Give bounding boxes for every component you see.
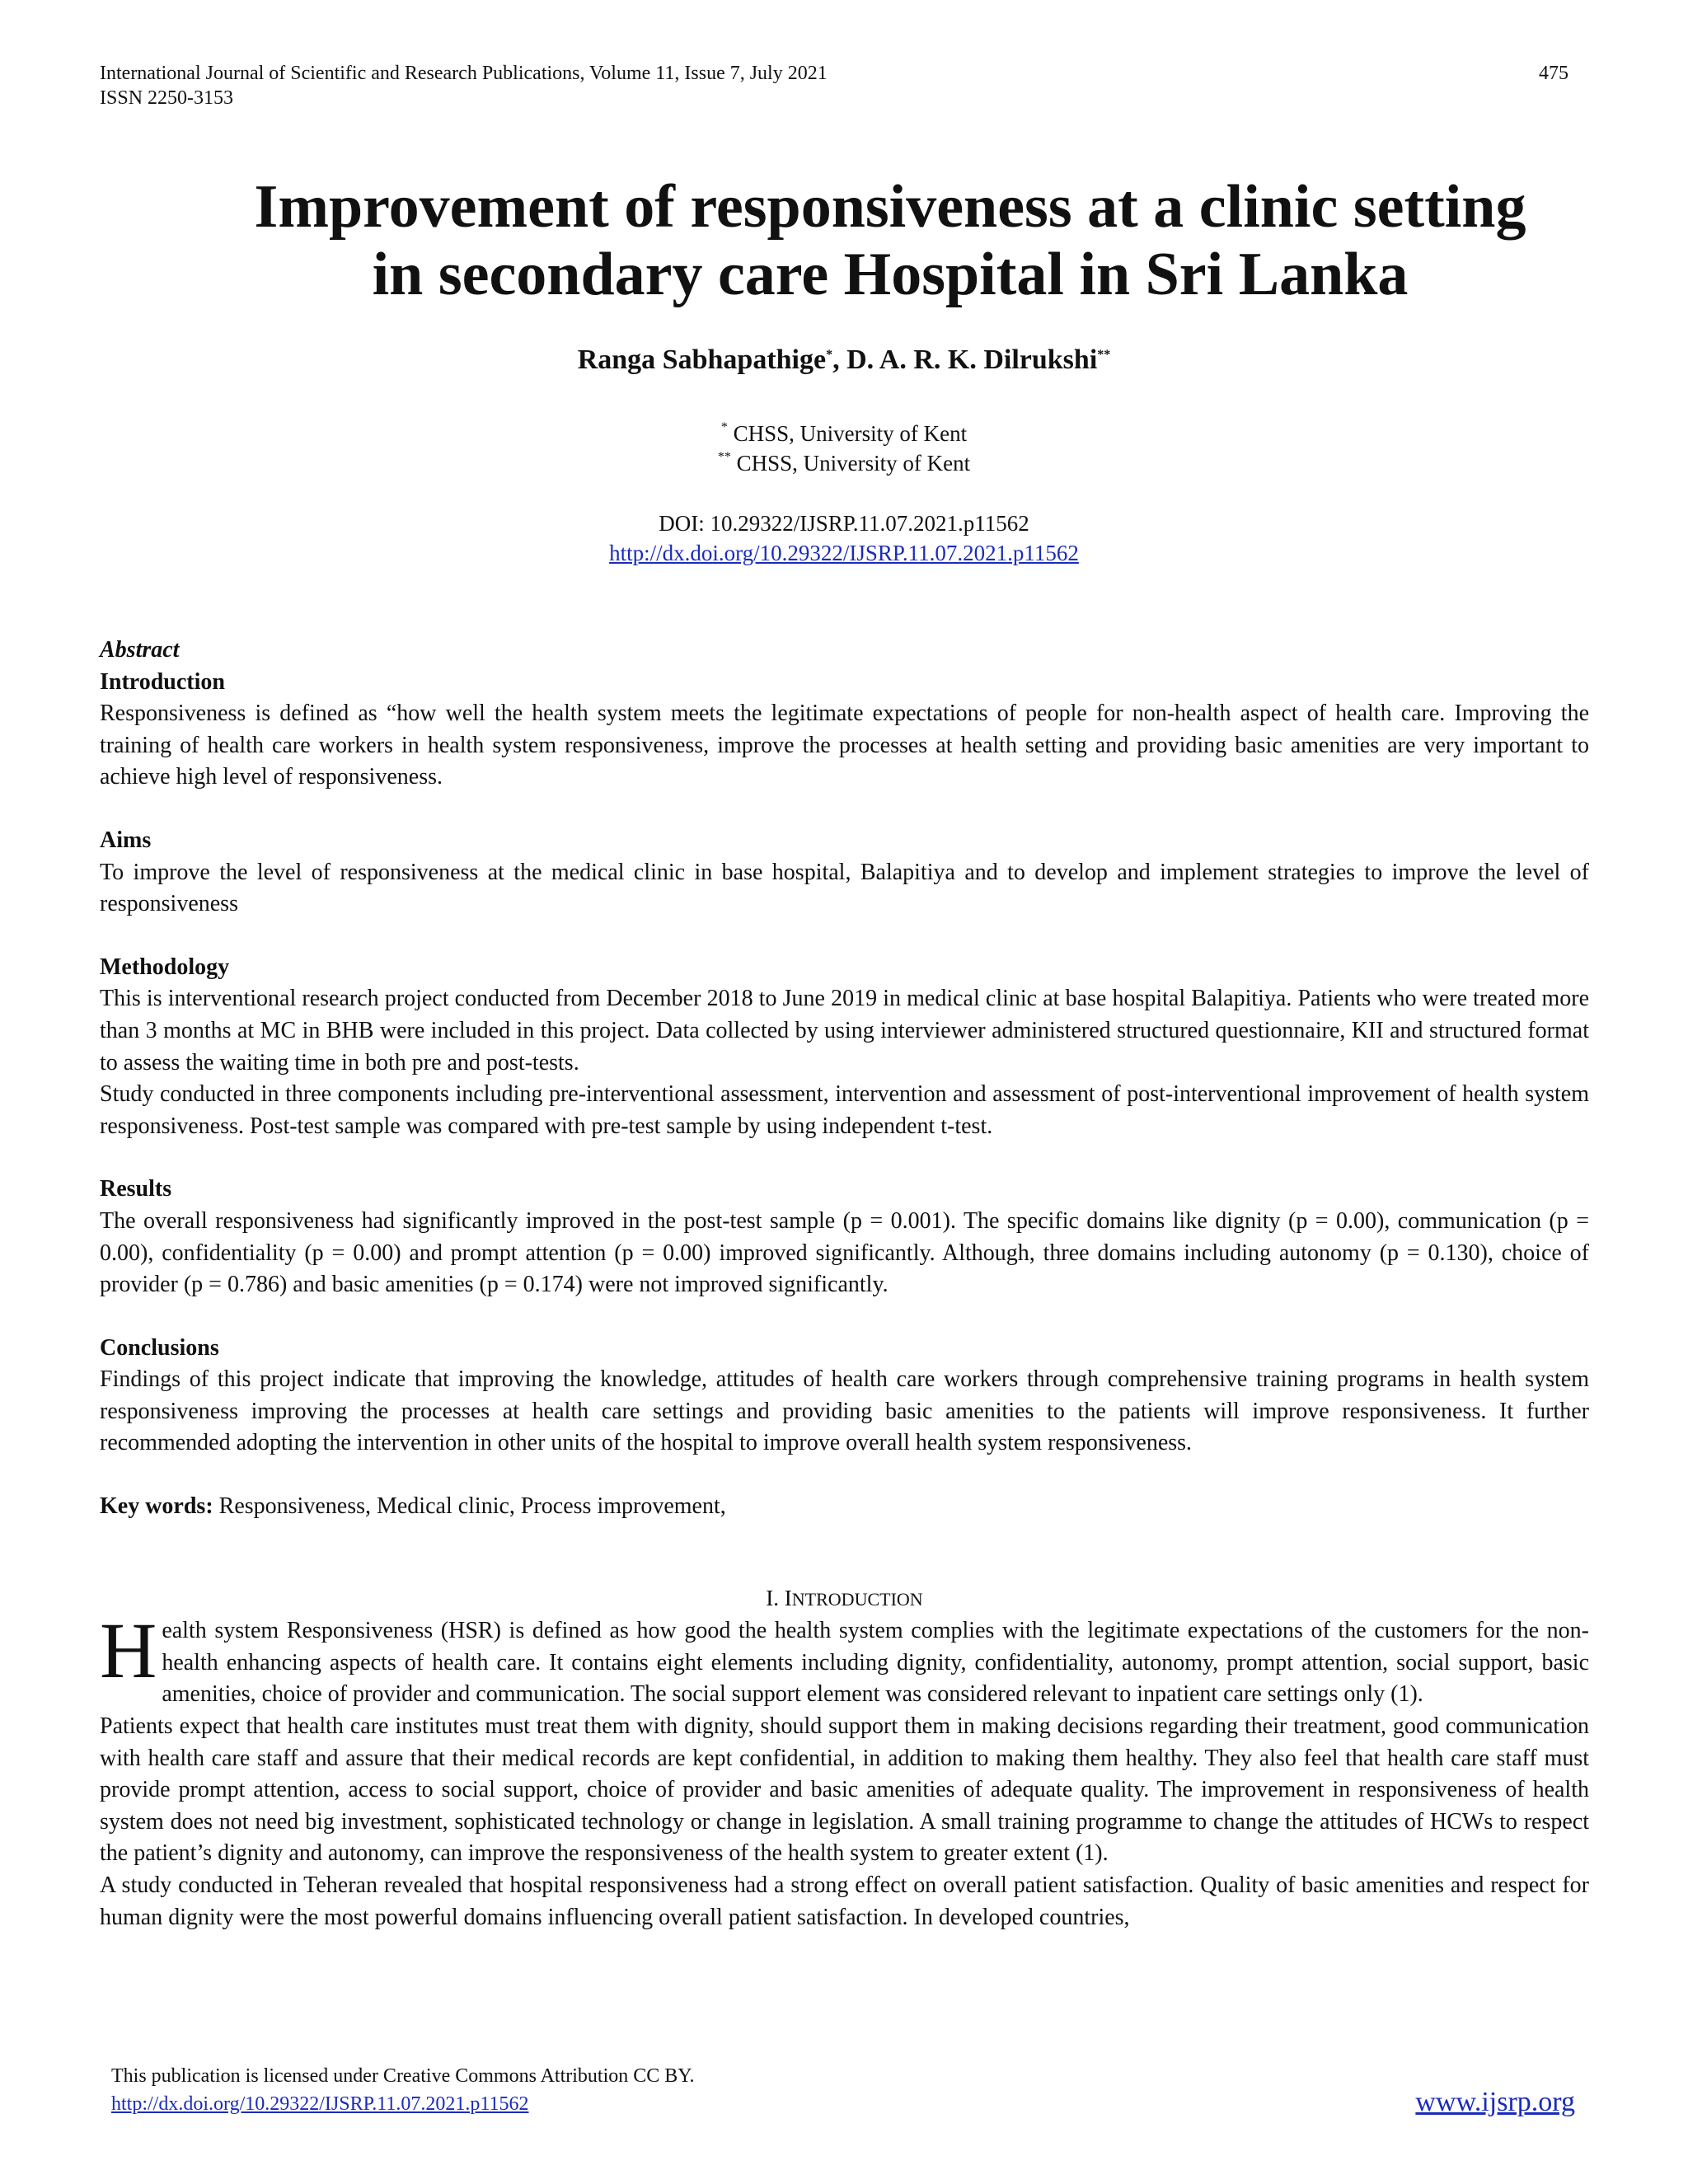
license-text: This publication is licensed under Creative Commons Attribution CC BY. bbox=[111, 2065, 695, 2087]
abstract-introduction-heading: Introduction bbox=[100, 668, 225, 695]
footer-doi-link[interactable]: http://dx.doi.org/10.29322/IJSRP.11.07.2021.p11562 bbox=[111, 2093, 529, 2115]
affiliation-2-mark: ** bbox=[717, 450, 731, 464]
paper-title bbox=[0, 173, 1688, 308]
doi-link[interactable]: http://dx.doi.org/10.29322/IJSRP.11.07.2021.p11562 bbox=[609, 541, 1079, 565]
section-heading-initial: I bbox=[784, 1585, 792, 1610]
abstract-introduction-text: Responsiveness is defined as “how well the health system meets the legitimate expectations of people for non-health aspect of health care. Improving the training of health care workers in health system responsiveness, improve the processes at health setting and providing basic amenities are very important to achieve high level of responsiveness. bbox=[100, 701, 1589, 790]
affiliation-2-text: CHSS, University of Kent bbox=[736, 451, 971, 476]
author-1: Ranga Sabhapathige bbox=[577, 344, 827, 375]
keywords-text: Responsiveness, Medical clinic, Process improvement, bbox=[213, 1493, 726, 1520]
methodology-text-1: This is interventional research project conducted from December 2018 to June 2019 in medical clinic at base hospital Balapitiya. Patients who were treated more than 3 months at MC in BHB were included in this project. Data collected by using interviewer administered structured questionnaire, KII and structured format to assess the waiting time in both pre and post-tests. bbox=[100, 986, 1589, 1076]
main-content bbox=[100, 635, 1589, 1933]
author-2-mark: ** bbox=[1097, 348, 1111, 362]
keywords-label: Key words: bbox=[100, 1493, 213, 1520]
abstract-heading: Abstract bbox=[100, 637, 180, 663]
aims-heading: Aims bbox=[100, 827, 152, 853]
section-heading-introduction bbox=[100, 1582, 1589, 1616]
affiliation-1 bbox=[0, 419, 1688, 448]
affiliation-2 bbox=[0, 448, 1688, 478]
site-link[interactable]: www.ijsrp.org bbox=[1415, 2087, 1575, 2117]
intro-paragraph-1 bbox=[100, 1606, 1589, 1711]
author-separator: , bbox=[832, 344, 847, 375]
methodology-text-2: Study conducted in three components including pre-interventional assessment, intervention and assessment of post-interventional improvement of health system responsiveness. Post-test sample was compared with pre-test sample by using independent t-test. bbox=[100, 1081, 1589, 1139]
doi-label: DOI: 10.29322/IJSRP.11.07.2021.p11562 bbox=[659, 511, 1029, 536]
journal-line: International Journal of Scientific and Research Publications, Volume 11, Issue 7, July 2021 bbox=[100, 63, 828, 84]
intro-paragraph-1-text: ealth system Responsiveness (HSR) is defined as how good the health system complies with the legitimate expectations of the customers for the non-health enhancing aspects of health care. It contains eight elements including dignity, confidentiality, autonomy, prompt attention, social support, basic amenities, choice of provider and communication. The social support element was considered relevant to inpatient care settings only (1). bbox=[162, 1618, 1589, 1708]
intro-paragraph-3: A study conducted in Teheran revealed that hospital responsiveness had a strong effect on overall patient satisfaction. Quality of basic amenities and respect for human dignity were the most powerful domains influencing overall patient satisfaction. In developed countries, bbox=[100, 1872, 1589, 1930]
section-numeral: I. bbox=[766, 1585, 785, 1610]
author-1-mark: * bbox=[826, 348, 833, 362]
title-line-2: in secondary care Hospital in Sri Lanka bbox=[372, 241, 1409, 308]
title-line-1: Improvement of responsiveness at a clinic setting bbox=[254, 173, 1526, 241]
conclusions-text: Findings of this project indicate that improving the knowledge, attitudes of health care workers through comprehensive training programs in health system responsiveness improving the processes at health care settings and providing basic amenities to the patients will improve responsiveness. It further recommended adopting the intervention in other units of the hospital to improve overall health system responsiveness. bbox=[100, 1366, 1589, 1456]
running-header bbox=[100, 61, 1568, 110]
keywords bbox=[100, 1491, 1589, 1523]
intro-paragraph-2: Patients expect that health care institutes must treat them with dignity, should support them in making decisions regarding their treatment, good communication with health care staff and assure that their medical records are kept confidential, in addition to making them healthy. They also feel that health care staff must provide prompt attention, access to social support, choice of provider and basic amenities of adequate quality. The improvement in responsiveness of health system does not need big investment, sophisticated technology or change in legislation. A small training programme to change the attitudes of HCWs to respect the patient’s dignity and autonomy, can improve the responsiveness of the health system to greater extent (1). bbox=[100, 1713, 1589, 1867]
affiliations bbox=[0, 419, 1688, 478]
issn: ISSN 2250-3153 bbox=[100, 87, 234, 109]
affiliation-1-mark: * bbox=[720, 420, 728, 434]
author-list bbox=[0, 344, 1688, 376]
author-2: D. A. R. K. Dilrukshi bbox=[846, 344, 1098, 375]
page-number: 475 bbox=[1539, 63, 1568, 84]
results-text: The overall responsiveness had significantly improved in the post-test sample (p = 0.001). The specific domains like dignity (p = 0.00), communication (p = 0.00), confidentiality (p = 0.00) and prompt attention (p = 0.00) improved significantly. Although, three domains including autonomy (p = 0.130), choice of provider (p = 0.786) and basic amenities (p = 0.174) were not improved significantly. bbox=[100, 1207, 1589, 1298]
drop-cap: H bbox=[100, 1606, 157, 1695]
section-heading-rest: NTRODUCTION bbox=[791, 1588, 923, 1610]
doi-block bbox=[0, 509, 1688, 568]
aims-text: To improve the level of responsiveness at the medical clinic in base hospital, Balapitiya and to develop and implement strategies to improve the level of responsiveness bbox=[100, 859, 1589, 917]
conclusions-heading: Conclusions bbox=[100, 1334, 219, 1361]
affiliation-1-text: CHSS, University of Kent bbox=[733, 421, 968, 446]
results-heading: Results bbox=[100, 1176, 172, 1202]
methodology-heading: Methodology bbox=[100, 954, 230, 980]
page-footer bbox=[111, 2062, 1575, 2118]
